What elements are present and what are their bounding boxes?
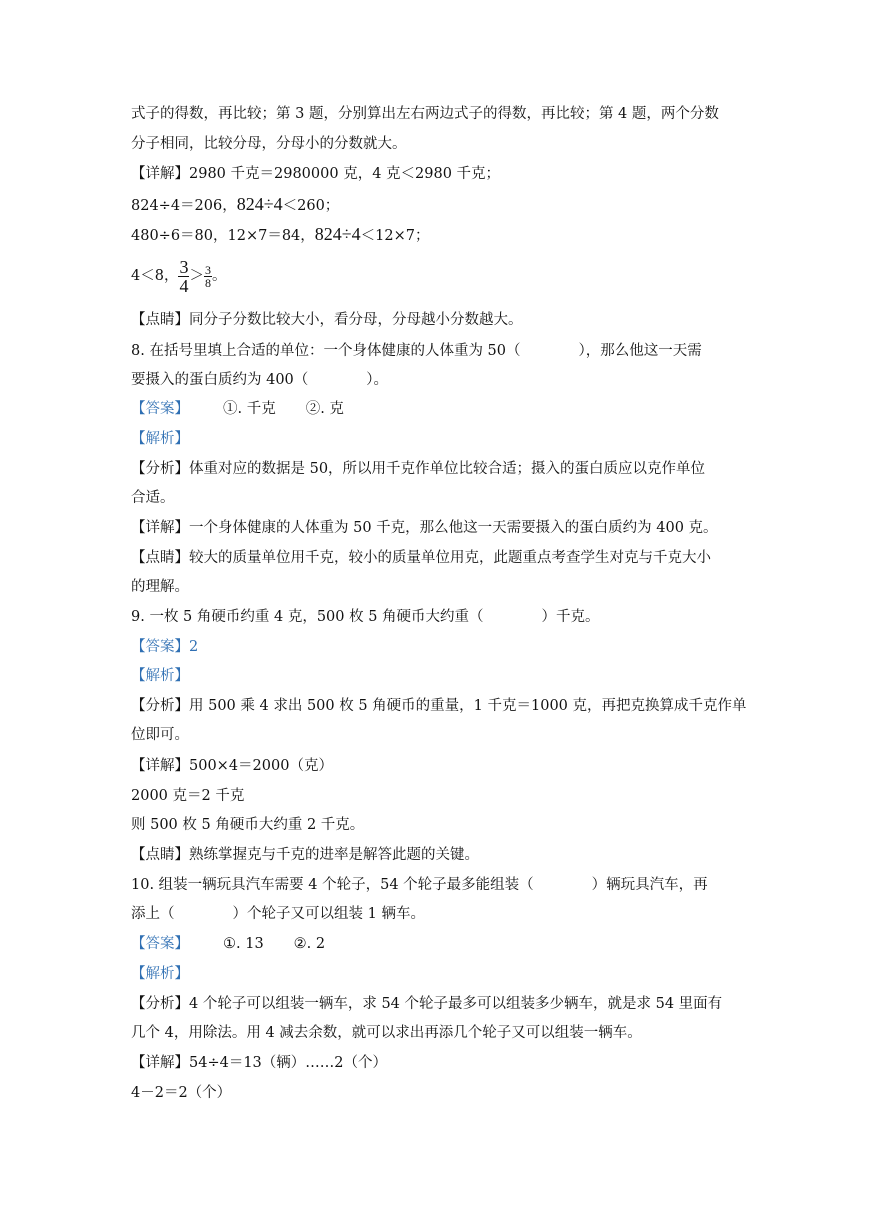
text-line: 4－2＝2（个）	[131, 1085, 232, 1101]
text-segment: 480÷6＝80，12×7＝84，	[131, 228, 315, 244]
text-line: 位即可。	[131, 727, 189, 743]
math-line	[131, 193, 339, 217]
question-10-line: 10. 组装一辆玩具汽车需要 4 个轮子，54 个轮子最多能组装（ ）辆玩具汽车，再	[131, 877, 708, 893]
text-line: 式子的得数，再比较；第 3 题，分别算出左右两边式子的得数，再比较；第 4 题，两个分数	[131, 106, 719, 122]
answer-line	[131, 933, 325, 955]
fraction	[204, 264, 212, 289]
text-line: 【分析】4 个轮子可以组装一辆车，求 54 个轮子最多可以组装多少辆车，就是求 54 里面有	[131, 996, 723, 1012]
question-10-line: 添上（ ）个轮子又可以组装 1 辆车。	[131, 906, 425, 922]
fraction	[178, 258, 189, 295]
answer-label: 【答案】	[131, 936, 189, 952]
text-line: 则 500 枚 5 角硬币大约重 2 千克。	[131, 817, 365, 833]
greater-than-sign: ＞	[189, 268, 204, 284]
fraction-line	[131, 256, 226, 296]
text-segment: 824÷4＝206，	[131, 198, 237, 214]
answer-label: 【答案】	[131, 401, 189, 417]
text-line: 分子相同，比较分母，分母小的分数就大。	[131, 136, 407, 152]
answer-item: ①. 千克	[223, 401, 276, 417]
question-8-line: 8. 在括号里填上合适的单位：一个身体健康的人体重为 50（ ），那么他这一天需	[131, 343, 702, 359]
text-line: 2000 克＝2 千克	[131, 788, 245, 804]
text-line: 【详解】54÷4＝13（辆）……2（个）	[131, 1055, 388, 1071]
answer-label: 【答案】2	[131, 639, 199, 655]
answer-line	[131, 636, 198, 658]
text-line: 的理解。	[131, 579, 189, 595]
math-line	[131, 223, 430, 247]
text-line: 【点睛】同分子分数比较大小，看分母，分母越小分数越大。	[131, 312, 523, 328]
math-expression: 824÷4	[236, 194, 283, 214]
text-line: 【点睛】较大的质量单位用千克，较小的质量单位用克，此题重点考查学生对克与千克大小	[131, 550, 711, 566]
text-line: 几个 4，用除法。用 4 减去余数，就可以求出再添几个轮子又可以组装一辆车。	[131, 1025, 642, 1041]
answer-item: ②. 2	[293, 936, 326, 952]
math-expression: 824÷4	[314, 224, 361, 244]
answer-item: ①. 13	[223, 936, 264, 952]
text-line: 【详解】一个身体健康的人体重为 50 千克，那么他这一天需要摄入的蛋白质约为 400 克。	[131, 520, 718, 536]
text-line: 【分析】用 500 乘 4 求出 500 枚 5 角硬币的重量，1 千克＝1000 克，再把克换算成千克作单	[131, 698, 747, 714]
analysis-label: 【解析】	[131, 966, 189, 982]
analysis-label: 【解析】	[131, 668, 189, 684]
analysis-label: 【解析】	[131, 431, 189, 447]
fraction-numerator: 3	[204, 262, 211, 277]
answer-line	[131, 398, 344, 420]
fraction-denominator: 4	[179, 275, 189, 296]
text-segment: ＜12×7；	[360, 228, 430, 244]
answer-item: ②. 克	[305, 401, 344, 417]
text-segment: ＜260；	[282, 198, 340, 214]
text-line: 【详解】500×4＝2000（克）	[131, 758, 333, 774]
text-segment: 。	[211, 268, 227, 284]
text-line: 【分析】体重对应的数据是 50，所以用千克作单位比较合适；摄入的蛋白质应以克作单位	[131, 461, 706, 477]
text-line: 【点睛】熟练掌握克与千克的进率是解答此题的关键。	[131, 847, 479, 863]
question-8-line: 要摄入的蛋白质约为 400（ ）。	[131, 372, 389, 388]
question-9-line: 9. 一枚 5 角硬币约重 4 克，500 枚 5 角硬币大约重（ ）千克。	[131, 609, 600, 625]
fraction-numerator: 3	[179, 256, 189, 277]
text-segment: 4＜8，	[131, 268, 179, 284]
fraction-denominator: 8	[204, 275, 211, 290]
text-line: 合适。	[131, 490, 175, 506]
text-line: 【详解】2980 千克＝2980000 克，4 克＜2980 千克；	[131, 166, 501, 182]
